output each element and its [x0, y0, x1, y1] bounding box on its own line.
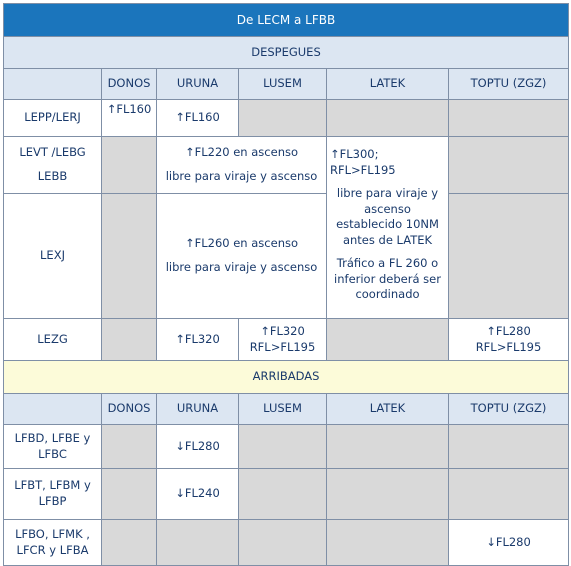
- column-header-empty: [4, 394, 102, 425]
- cell-lezg-uruna: ↑FL320: [157, 319, 239, 361]
- cell-lfbo-toptu: ↓FL280: [449, 520, 569, 566]
- row-label-lezg: LEZG: [4, 319, 102, 361]
- table-row: [4, 469, 569, 520]
- cell-lepp-lusem: [239, 100, 327, 137]
- latek-turn-text: libre para viraje y ascenso establecido 10NM antes de LATEK: [336, 186, 439, 247]
- cell-lfbo-lusem: [239, 520, 327, 566]
- table-row: [4, 319, 569, 361]
- cell-lepp-donos: ↑FL160: [102, 100, 157, 137]
- cell-lezg-toptu: [449, 319, 569, 361]
- cell-lezg-donos: [102, 319, 157, 361]
- latek-rfl-text: RFL>FL195: [330, 162, 396, 177]
- cell-lfbo-donos: [102, 520, 157, 566]
- cell-lfbd-toptu: [449, 425, 569, 469]
- row-label-levt: [4, 137, 102, 194]
- cell-lfbt-uruna: ↓FL240: [157, 469, 239, 520]
- routing-table: [3, 3, 569, 566]
- column-header-donos: DONOS: [102, 394, 157, 425]
- cell-lfbd-donos: [102, 425, 157, 469]
- lezg-lusem-rfl-text: RFL>FL195: [249, 339, 316, 354]
- row-label-lfbo: LFBO, LFMK , LFCR y LFBA: [4, 520, 102, 566]
- column-header-latek: LATEK: [327, 69, 449, 100]
- row-label-lexj: LEXJ: [4, 194, 102, 319]
- column-header-donos: DONOS: [102, 69, 157, 100]
- cell-lexj-toptu: [449, 194, 569, 319]
- table-title: De LECM a LFBB: [4, 4, 569, 37]
- cell-levt-toptu: [449, 137, 569, 194]
- row-label-levt-line2: LEBB: [37, 169, 68, 183]
- cell-lfbd-lusem: [239, 425, 327, 469]
- cell-lezg-latek: [327, 319, 449, 361]
- row-label-lepp: LEPP/LERJ: [4, 100, 102, 137]
- cell-latek-block: [327, 137, 449, 319]
- latek-fl300-text: ↑FL300;: [330, 147, 379, 161]
- lexj-turn-text: libre para viraje y ascenso: [165, 260, 318, 274]
- column-header-uruna: URUNA: [157, 394, 239, 425]
- table-row: [4, 425, 569, 469]
- table-row: [4, 194, 569, 319]
- row-label-lfbt: LFBT, LFBM y LFBP: [4, 469, 102, 520]
- cell-levt-uruna-lusem: [157, 137, 327, 194]
- cell-levt-donos: [102, 137, 157, 194]
- table-row: [4, 100, 569, 137]
- levt-turn-text: libre para viraje y ascenso: [165, 169, 318, 183]
- column-header-lusem: LUSEM: [239, 394, 327, 425]
- levt-climb-text: ↑FL220 en ascenso: [184, 145, 299, 160]
- latek-traffic-text: Tráfico a FL 260 o inferior deberá ser coordinado: [334, 256, 441, 302]
- cell-lfbt-toptu: [449, 469, 569, 520]
- column-header-toptu: TOPTU (ZGZ): [449, 69, 569, 100]
- cell-lexj-uruna-lusem: [157, 194, 327, 319]
- lezg-toptu-rfl-text: RFL>FL195: [475, 339, 542, 354]
- table-row: [4, 137, 569, 194]
- lezg-lusem-fl-text: ↑FL320: [260, 323, 305, 338]
- column-header-toptu: TOPTU (ZGZ): [449, 394, 569, 425]
- departures-header: DESPEGUES: [4, 37, 569, 69]
- cell-lepp-toptu: [449, 100, 569, 137]
- lezg-toptu-fl-text: ↑FL280: [486, 323, 531, 338]
- row-label-levt-line1: LEVT /LEBG: [19, 145, 86, 160]
- column-header-lusem: LUSEM: [239, 69, 327, 100]
- cell-lepp-uruna: ↑FL160: [157, 100, 239, 137]
- cell-lfbt-donos: [102, 469, 157, 520]
- column-header-uruna: URUNA: [157, 69, 239, 100]
- arrivals-column-header-row: [4, 394, 569, 425]
- column-header-empty: [4, 69, 102, 100]
- cell-lfbd-latek: [327, 425, 449, 469]
- cell-lfbt-latek: [327, 469, 449, 520]
- arrivals-header: ARRIBADAS: [4, 361, 569, 394]
- table-row: [4, 520, 569, 566]
- departures-column-header-row: [4, 69, 569, 100]
- cell-lepp-latek: [327, 100, 449, 137]
- cell-lfbo-uruna: [157, 520, 239, 566]
- lexj-climb-text: ↑FL260 en ascenso: [184, 236, 299, 251]
- cell-lfbt-lusem: [239, 469, 327, 520]
- cell-lfbo-latek: [327, 520, 449, 566]
- row-label-lfbd: LFBD, LFBE y LFBC: [4, 425, 102, 469]
- cell-lexj-donos: [102, 194, 157, 319]
- cell-lezg-lusem: [239, 319, 327, 361]
- cell-lfbd-uruna: ↓FL280: [157, 425, 239, 469]
- column-header-latek: LATEK: [327, 394, 449, 425]
